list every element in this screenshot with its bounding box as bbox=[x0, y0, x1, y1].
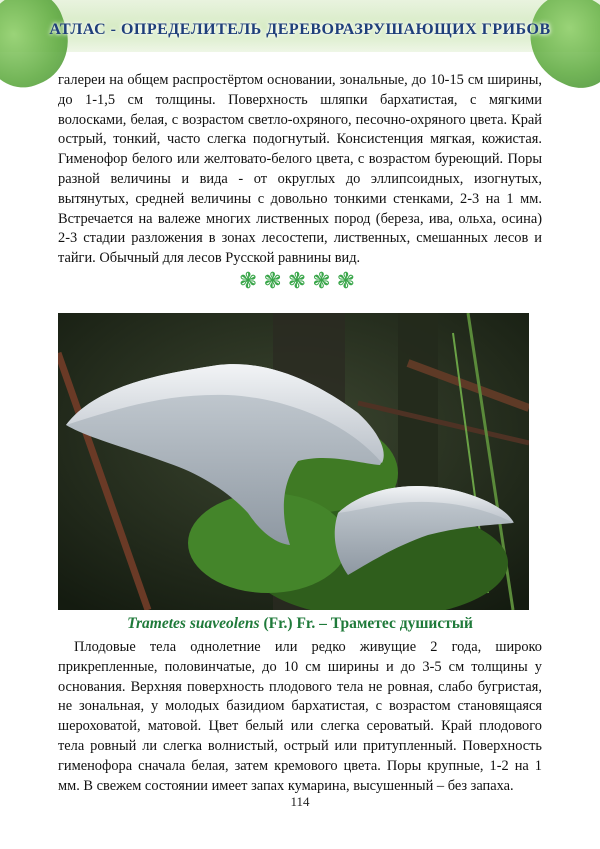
header-band bbox=[0, 0, 600, 52]
body-paragraph-top: галереи на общем распростёртом основании, зональные, до 10-15 см ширины, до 1-1,5 см толщины. Поверхность шляпки бархатистая, с мягкими волосками, белая, с возрастом светло-охряного, песочно-охряного цвета. Край острый, тонкий, часто слегка подогнутый. Консистенция мягкая, кожистая. Гименофор белого или желтовато-белого цвета, с возрастом буреющий. Поры разной величины и вида - от округлых до эллипсоидных, изогнутых, вытянутых, средней величины с довольно тонкими стенками, 2-3 на 1 мм. Встречается на валеже многих лиственных пород (береза, ива, ольха, осина) 2-3 стадии разложения в зонах лесостепи, лиственных, смешанных лесов и тайги. Обычный для лесов Русской равнины вид. bbox=[58, 72, 542, 267]
species-caption bbox=[0, 615, 600, 633]
page-number: 114 bbox=[290, 794, 310, 809]
body-paragraph-bottom: Плодовые тела однолетние или редко живущие 2 года, широко прикрепленные, половинчатые, до 10 см ширины и до 3-5 см толщины у основания. Верхняя поверхность плодового тела не ровная, слабо бугристая, не зональная, у молодых базидиом бархатистая, с возрастом становящаяся шероховатой, матовой. Цвет белый или слегка сероватый. Край плодового тела ровный ли слегка волнистый, острый или притупленный. Поверхность гименофора сначала белая, затем кремового цвета. Поры крупные, 1-2 на 1 мм. В свежем состоянии имеет запах кумарина, высушенный – без запаха. bbox=[58, 639, 542, 794]
section-divider-ornament: ❃❃❃❃❃ bbox=[238, 268, 362, 293]
species-author-and-common-name: (Fr.) Fr. – Траметес душистый bbox=[259, 615, 473, 632]
mushroom-photo bbox=[58, 313, 529, 610]
running-header-title: АТЛАС - ОПРЕДЕЛИТЕЛЬ ДЕРЕВОРАЗРУШАЮЩИХ ГРИБОВ bbox=[49, 21, 551, 38]
species-latin-name: Trametes suaveolens bbox=[127, 615, 260, 632]
